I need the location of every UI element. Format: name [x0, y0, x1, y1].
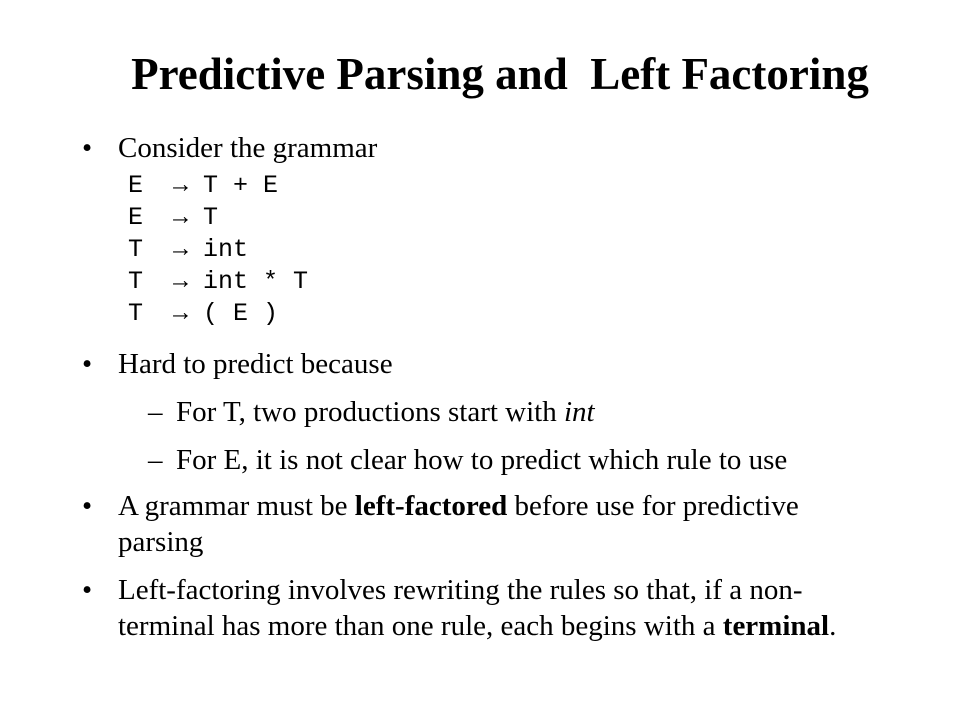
- bullet-marker: •: [82, 132, 93, 164]
- grammar-rule-2: E → T: [128, 203, 219, 232]
- term-left-factored: left-factored: [354, 490, 508, 522]
- bullet-text: [118, 572, 878, 644]
- slide-title: Predictive Parsing and Left Factoring: [131, 49, 869, 99]
- term-terminal: terminal: [722, 610, 830, 642]
- bullet-marker: •: [82, 490, 93, 522]
- grammar-rule-3: T → int: [128, 235, 249, 264]
- dash-marker: –: [148, 396, 163, 428]
- bullet-text: Consider the grammar: [118, 132, 378, 164]
- bullet-marker: •: [82, 348, 93, 380]
- grammar-rule-1: E → T + E: [128, 171, 279, 200]
- sub-bullet-text-prefix: For T, two productions start with: [176, 396, 564, 428]
- bullet-text-post: .: [829, 610, 837, 642]
- bullet-text-pre: Left-factoring involves rewriting the rules so that, if a non-terminal has more than one rule, each begins with a: [118, 574, 803, 642]
- grammar-rule-4: T → int * T: [128, 267, 309, 296]
- keyword-int: int: [564, 396, 595, 428]
- grammar-rule-5: T → ( E ): [128, 299, 279, 328]
- sub-bullet-text: [176, 394, 595, 430]
- bullet-text-post: before use for predictive parsing: [118, 490, 799, 558]
- dash-marker: –: [148, 444, 163, 476]
- bullet-marker: •: [82, 574, 93, 606]
- bullet-text: Hard to predict because: [118, 348, 393, 380]
- bullet-text-pre: A grammar must be: [118, 490, 355, 522]
- sub-bullet-text: For E, it is not clear how to predict which rule to use: [176, 444, 788, 476]
- bullet-text: [118, 488, 878, 560]
